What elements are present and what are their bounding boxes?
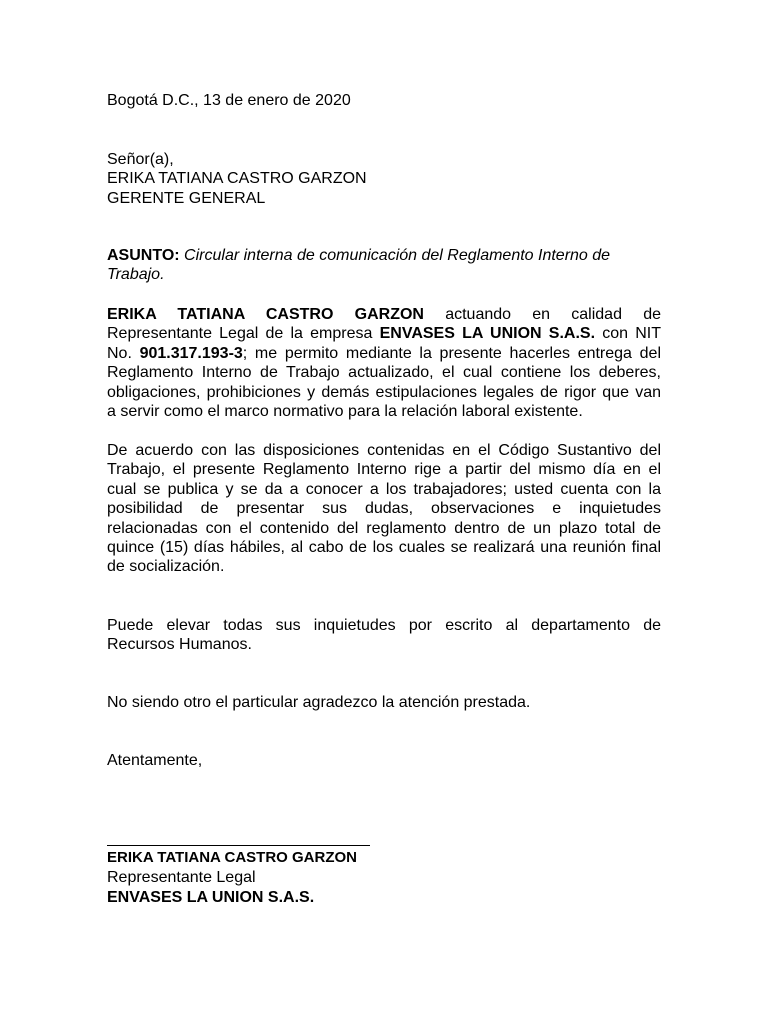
signature-line	[107, 845, 370, 846]
closing-line: Atentamente,	[107, 752, 203, 769]
recipient-salutation: Señor(a),	[107, 151, 174, 168]
p1-company-name: ENVASES LA UNION S.A.S.	[379, 325, 596, 343]
recipient-title: GERENTE GENERAL	[107, 189, 266, 207]
recipient-name: ERIKA TATIANA CASTRO GARZON	[107, 170, 367, 188]
subject-label: ASUNTO:	[107, 247, 180, 264]
signature-block	[107, 848, 661, 908]
paragraph-3: Puede elevar todas sus inquietudes por escrito al departamento de Recursos Humanos.	[107, 617, 661, 654]
signature-name: ERIKA TATIANA CASTRO GARZON	[107, 849, 357, 866]
paragraph-2: De acuerdo con las disposiciones contenidas en el Código Sustantivo del Trabajo, el presente Reglamento Interno rige a partir del mismo día en el cual se publica y se da a conocer a los trabajadores; usted cuenta con la posibilidad de presentar sus dudas, observaciones e inquietudes relacionadas con el contenido del reglamento dentro de un plazo total de quince (15) días hábiles, al cabo de los cuales se realizará una reunión final de socialización.	[107, 442, 661, 576]
p1-nit-number: 901.317.193-3	[139, 344, 243, 362]
signature-role: Representante Legal	[107, 869, 256, 886]
subject-text-line1: Circular interna de comunicación del Reglamento Interno de	[184, 247, 611, 264]
paragraph-4: No siendo otro el particular agradezco la atención prestada.	[107, 694, 531, 711]
signature-company: ENVASES LA UNION S.A.S.	[107, 889, 315, 906]
date-line: Bogotá D.C., 13 de enero de 2020	[107, 92, 351, 109]
p1-sender-name: ERIKA TATIANA CASTRO GARZON	[107, 306, 424, 323]
recipient-block	[107, 150, 661, 208]
paragraph-1: ERIKA TATIANA CASTRO GARZON actuando en calidad de Representante Legal de la empresa ENVASES LA UNION S.A.S. con NIT No. 901.317.193-3; me permito mediante la presente hacerles entrega del Reglamento Interno de Trabajo actualizado, el cual contiene los deberes, obligaciones, prohibiciones y demás estipulaciones legales de rigor que van a servir como el marco normativo para la relación laboral existente.	[107, 306, 662, 421]
subject-block	[107, 246, 661, 285]
subject-text-line2: Trabajo.	[107, 266, 165, 284]
